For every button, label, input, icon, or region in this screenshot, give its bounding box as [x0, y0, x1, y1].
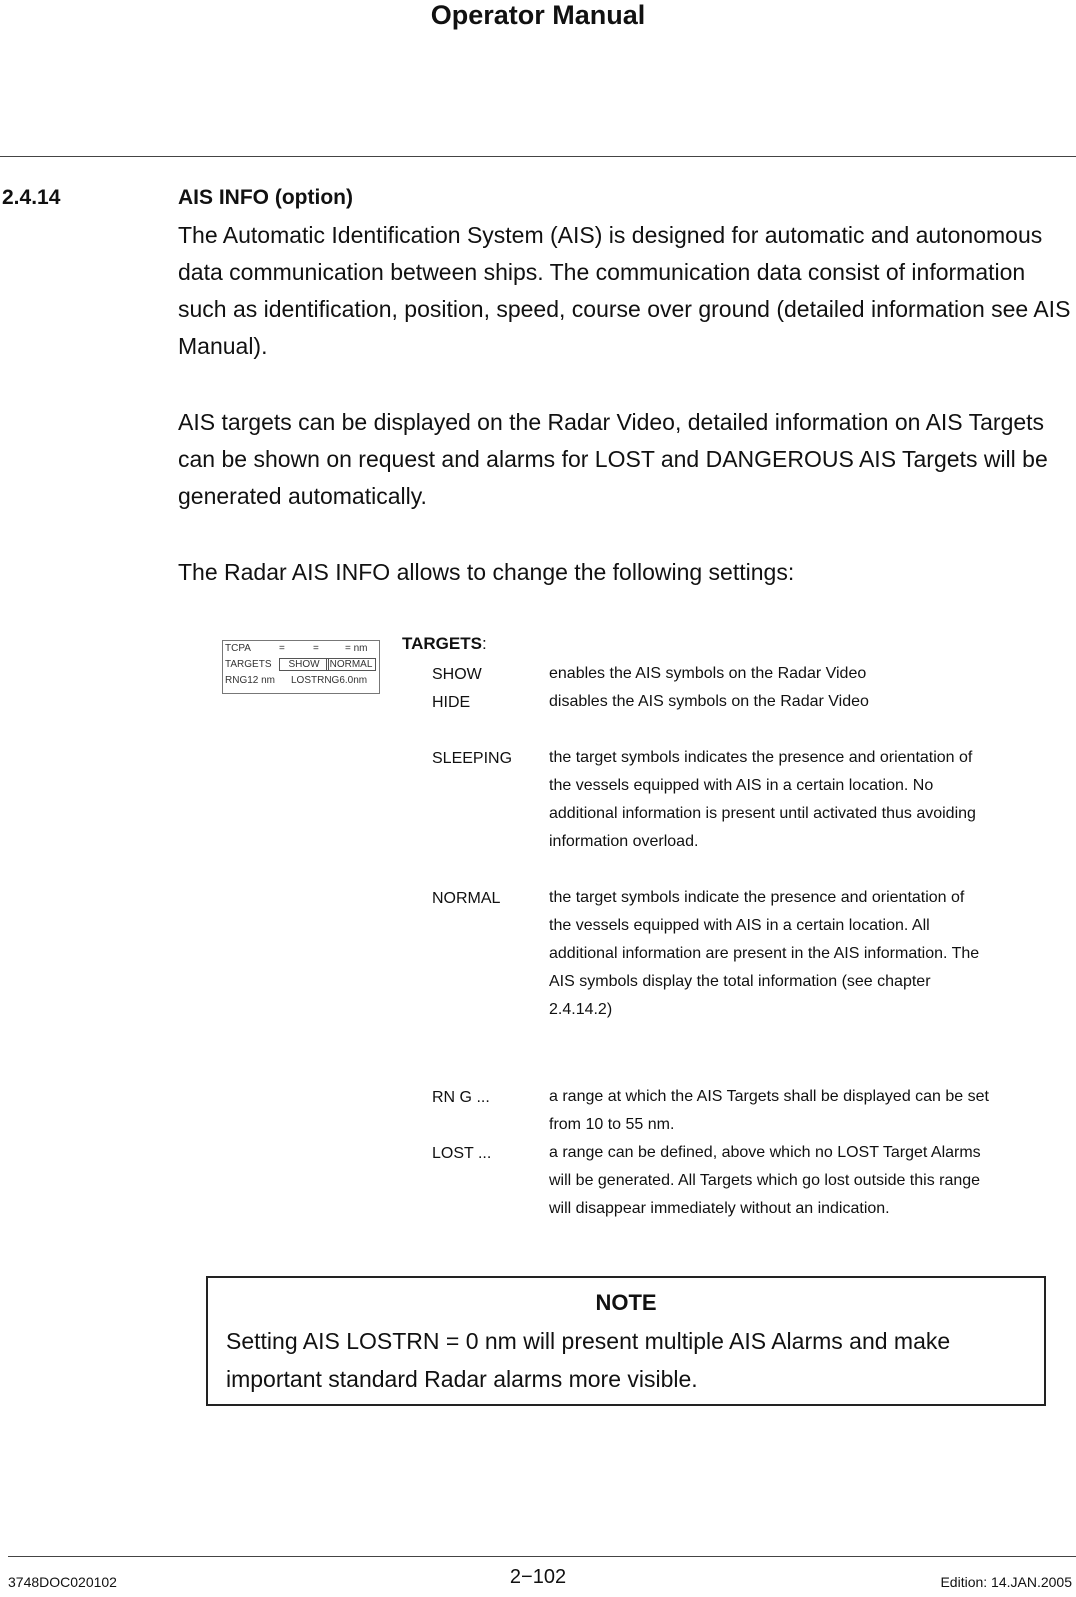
section-title: AIS INFO (option)	[178, 186, 353, 209]
desc-show: enables the AIS symbols on the Radar Video	[549, 665, 867, 682]
desc-hide: disables the AIS symbols on the Radar Video	[549, 693, 869, 710]
desc-normal: the target symbols indicate the presence and orientation of the vessels equipped with AIS in a certain location. All additional information are present in the AIS information. The AIS symbols display the total information (see chapter 2.4.14.2)	[549, 889, 980, 1018]
ais-info-panel	[222, 640, 380, 694]
settings-paragraph: The Radar AIS INFO allows to change the following settings:	[178, 559, 795, 585]
header-divider	[0, 156, 1076, 157]
term-rng: RN G ...	[432, 1089, 490, 1106]
panel-show-button[interactable]: SHOW	[279, 658, 329, 671]
targets-heading-text: TARGETS	[402, 634, 482, 653]
term-hide: HIDE	[432, 694, 471, 711]
note-text: Setting AIS LOSTRN = 0 nm will present multiple AIS Alarms and make important standard Radar alarms more visible.	[226, 1328, 951, 1392]
term-show: SHOW	[432, 666, 482, 683]
display-paragraph: AIS targets can be displayed on the Radar Video, detailed information on AIS Targets can be shown on request and alarms for LOST and DANGEROUS AIS Targets will be generated automatically.	[178, 409, 1048, 509]
term-lost: LOST ...	[432, 1145, 492, 1162]
footer-divider	[8, 1556, 1076, 1557]
term-sleeping: SLEEPING	[432, 750, 513, 767]
footer-page-number: 2−102	[509, 1566, 567, 1588]
desc-sleeping: the target symbols indicates the presence and orientation of the vessels equipped with AIS in a certain location. No additional information is present until activated thus avoiding information overload.	[549, 749, 976, 850]
panel-rng-value: RNG12 nm	[225, 675, 276, 686]
panel-lostrng-value: LOSTRNG6.0nm	[291, 675, 368, 686]
page-header-title: Operator Manual	[430, 0, 646, 30]
panel-normal-button[interactable]: NORMAL	[326, 658, 376, 671]
term-normal: NORMAL	[432, 890, 501, 907]
intro-paragraph: The Automatic Identification System (AIS) is designed for automatic and autonomous data communication between ships. The communication data consist of information such as identification, position, speed, course over ground (detailed information see AIS Manual).	[178, 222, 1071, 359]
footer-doc-number: 3748DOC020102	[8, 1574, 117, 1590]
section-number: 2.4.14	[2, 186, 61, 209]
targets-heading: TARGETS:	[402, 634, 487, 653]
note-box	[206, 1276, 1046, 1406]
footer-edition: Edition: 14.JAN.2005	[940, 1574, 1072, 1590]
panel-eq-1: =	[279, 643, 285, 654]
desc-lost: a range can be defined, above which no LOST Target Alarms will be generated. All Targets which go lost outside this range will disappear immediately without an indication.	[549, 1144, 981, 1217]
panel-eq-2: =	[313, 643, 319, 654]
note-heading: NOTE	[595, 1290, 657, 1315]
desc-rng: a range at which the AIS Targets shall be displayed can be set from 10 to 55 nm.	[549, 1088, 989, 1133]
panel-eq-3: = nm	[345, 643, 368, 654]
panel-targets-label: TARGETS	[225, 659, 272, 670]
panel-tcpa-label: TCPA	[225, 643, 251, 654]
